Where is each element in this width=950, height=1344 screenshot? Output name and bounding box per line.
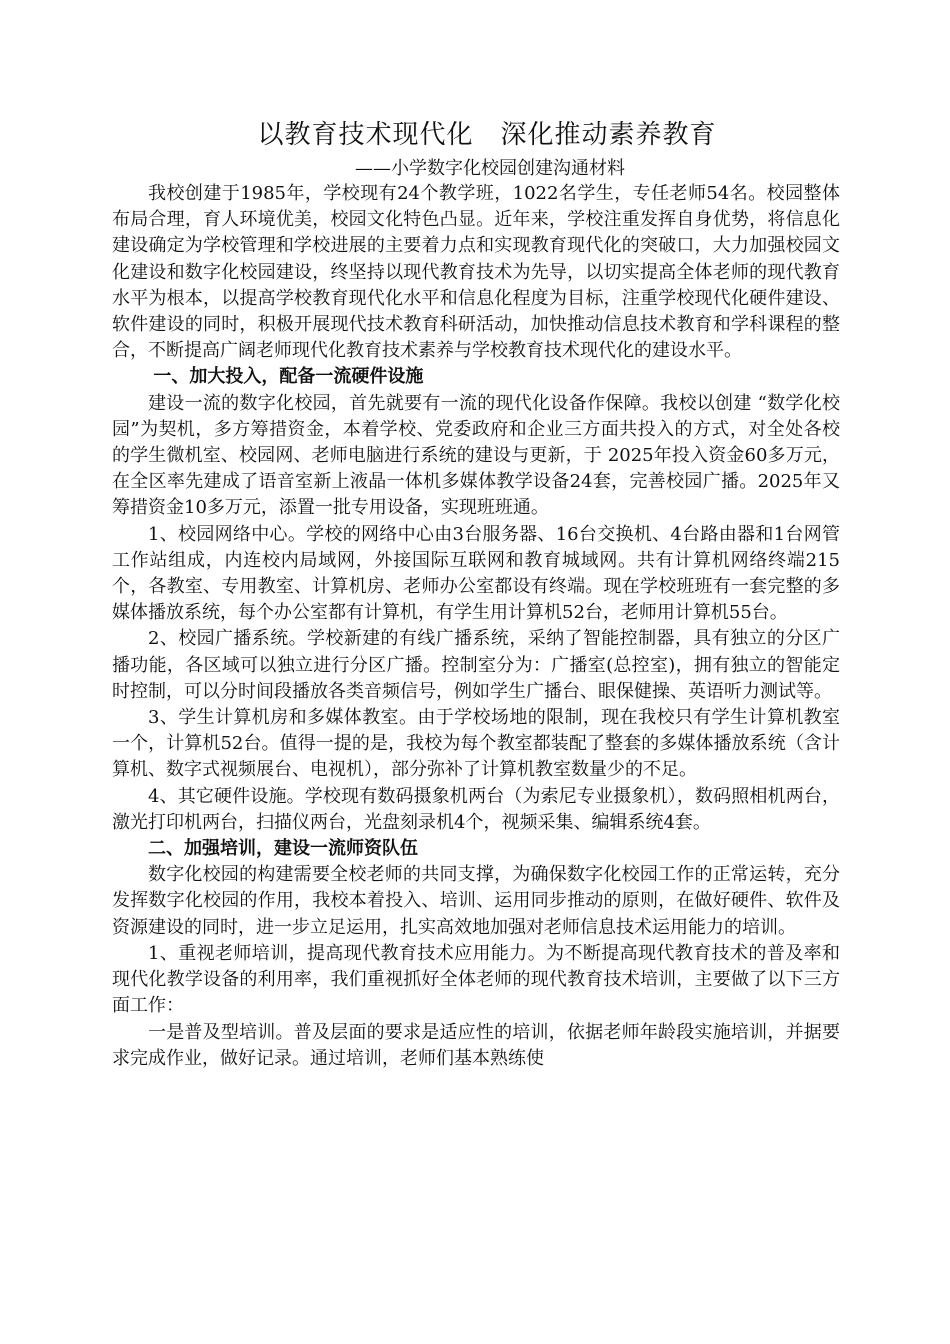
paragraph-general-training: 一是普及型培训。普及层面的要求是适应性的培训，依据老师年龄段实施培训，并据要求完成作业，做好记录。通过培训，老师们基本熟练使 <box>112 1021 840 1069</box>
paragraph-section1-intro: 建设一流的数字化校园，首先就要有一流的现代化设备作保障。我校以创建 “数学化校园”为契机，多方筹措资金，本着学校、党委政府和企业三方面共投入的方式，对全处各校的学生微机室、校园网、老师电脑进行系统的建设与更新，于 2025年投入资金60多万元，在全区率先建成了语音室新上液晶一体机多媒体教学设备24套，完善校园广播。2025年又筹措资金10多万元，添置一批专用设备，实现班班通。 <box>112 392 840 519</box>
paragraph-network-center: 1、校园网络中心。学校的网络中心由3台服务器、16台交换机、4台路由器和1台网管工作站组成，内连校内局域网，外接国际互联网和教育城域网。共有计算机网络终端215个，各教室、专用教室、计算机房、老师办公室都设有终端。现在学校班班有一套完整的多媒体播放系统，每个办公室都有计算机，有学生用计算机52台，老师用计算机55台。 <box>112 523 840 624</box>
section-heading-2: 二、加强培训，建设一流师资队伍 <box>148 838 418 860</box>
section-heading-1: 一、加大投入，配备一流硬件设施 <box>153 366 424 388</box>
paragraph-other-hardware: 4、其它硬件设施。学校现有数码摄象机两台（为索尼专业摄象机），数码照相机两台，激光打印机两台，扫描仪两台，光盘刻录机4个，视频采集、编辑系统4套。 <box>112 785 840 833</box>
paragraph-intro: 我校创建于1985年，学校现有24个教学班，1022名学生，专任老师54名。校园整体布局合理，育人环境优美，校园文化特色凸显。近年来，学校注重发挥自身优势，将信息化建设确定为学校管理和学校进展的主要着力点和实现教育现代化的突破口，大力加强校园文化建设和数字化校园建设，终坚持以现代教育技术为先导，以切实提高全体老师的现代教育水平为根本，以提高学校教育现代化水平和信息化程度为目标，注重学校现代化硬件建设、软件建设的同时，积极开展现代技术教育科研活动，加快推动信息技术教育和学科课程的整合，不断提高广阔老师现代化教育技术素养与学校教育技术现代化的建设水平。 <box>112 183 840 362</box>
paragraph-broadcast-system: 2、校园广播系统。学校新建的有线广播系统，采纳了智能控制器，具有独立的分区广播功能，各区域可以独立进行分区广播。控制室分为：广播室(总控室)，拥有独立的智能定时控制，可以分时间段播放各类音频信号，例如学生广播台、眼保健操、英语听力测试等。 <box>112 628 840 702</box>
document-title: 以教育技术现代化 深化推动素养教育 <box>257 120 717 150</box>
paragraph-computer-rooms: 3、学生计算机房和多媒体教室。由于学校场地的限制，现在我校只有学生计算机教室一个，计算机52台。值得一提的是，我校为每个教室都装配了整套的多媒体播放系统（含计算机、数字式视频展台、电视机），部分弥补了计算机教室数量少的不足。 <box>112 707 840 781</box>
document-body <box>112 113 840 1072</box>
paragraph-section2-intro: 数字化校园的构建需要全校老师的共同支撑，为确保数字化校园工作的正常运转，充分发挥数字化校园的作用，我校本着投入、培训、运用同步推动的原则，在做好硬件、软件及资源建设的同时，进一步立足运用，扎实高效地加强对老师信息技术运用能力的培训。 <box>112 864 840 938</box>
paragraph-teacher-training: 1、重视老师培训，提高现代教育技术应用能力。为不断提高现代教育技术的普及率和现代化教学设备的利用率，我们重视抓好全体老师的现代教育技术培训，主要做了以下三方面工作： <box>112 942 840 1017</box>
document-subtitle: ——小学数字化校园创建沟通材料 <box>355 158 625 179</box>
